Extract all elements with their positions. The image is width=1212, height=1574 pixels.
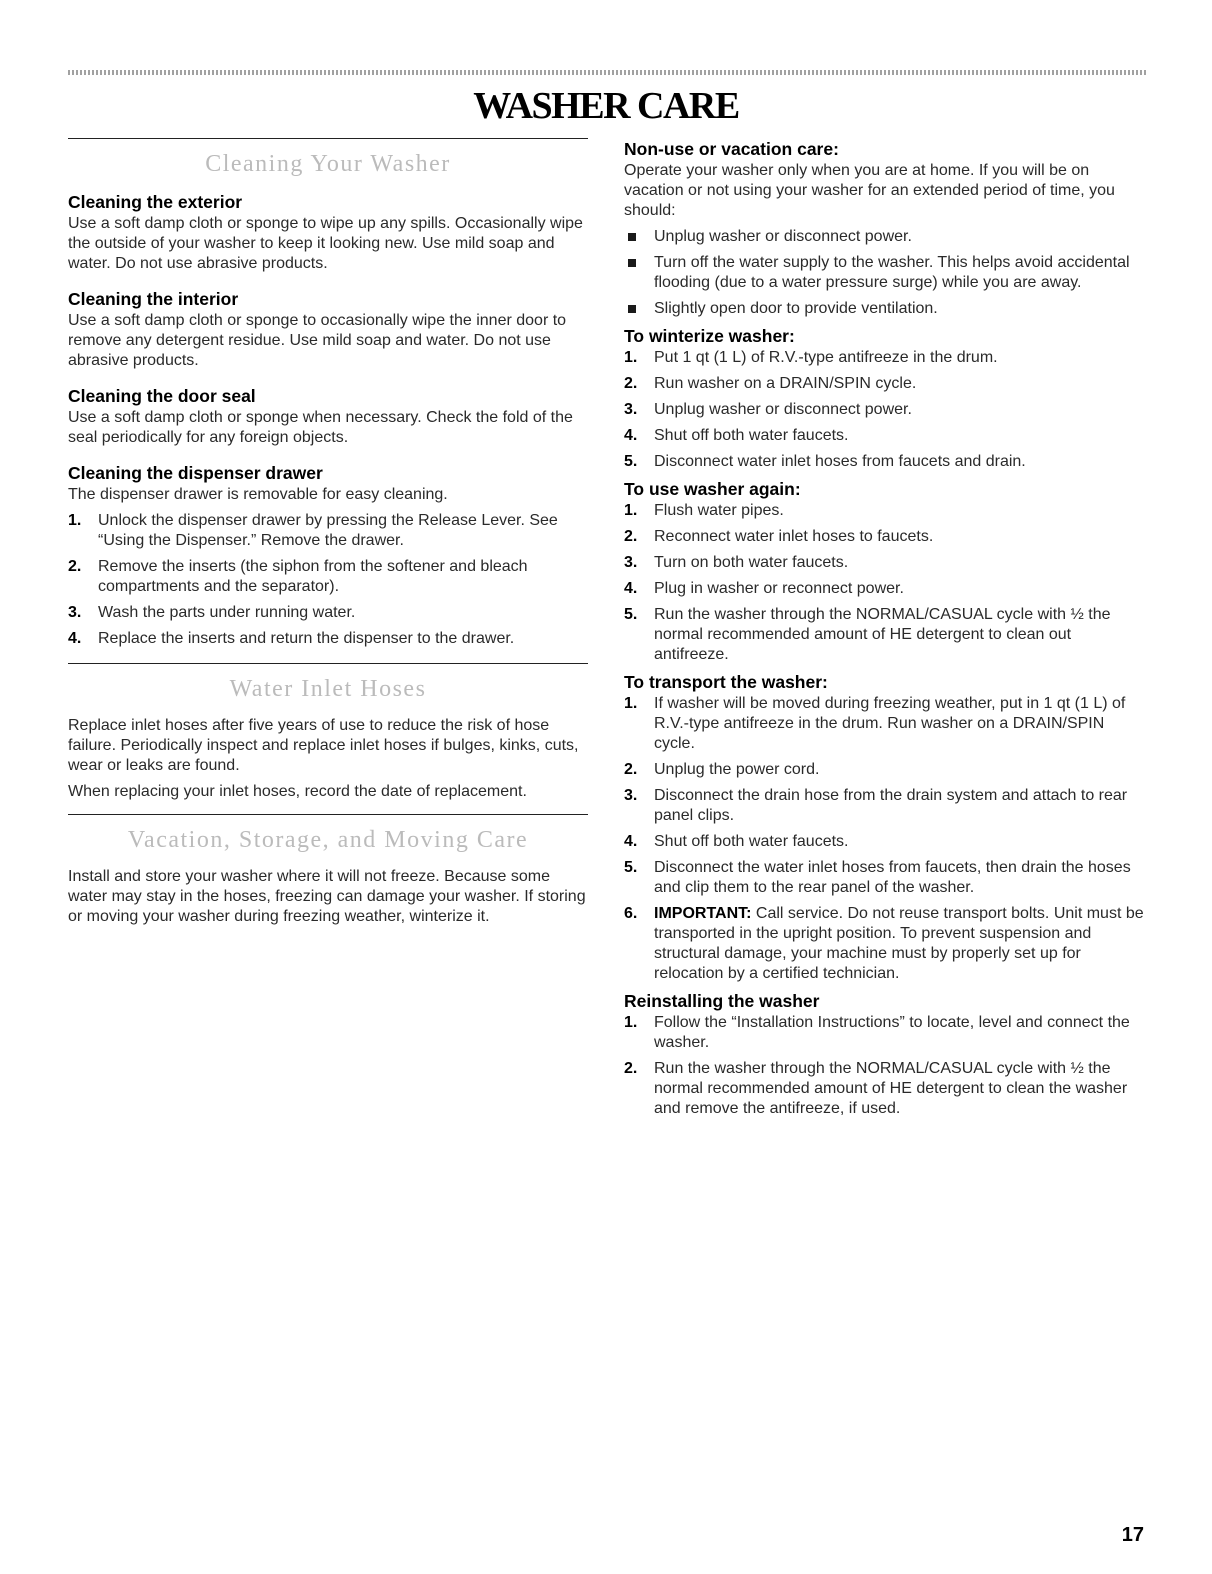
section-divider (68, 138, 588, 139)
winterize-steps (624, 348, 1144, 472)
list-item: 3. Unplug washer or disconnect power. (624, 401, 912, 418)
paragraph-interior: Use a soft damp cloth or sponge to occasionally wipe the inner door to remove any detergent residue. Use mild soap and water. Do not use abrasive products. (68, 312, 567, 369)
paragraph-vacation: Install and store your washer where it will not freeze. Because some water may stay in the hoses, freezing can damage your washer. If storing or moving your washer during freezing weather, winterize it. (68, 868, 586, 925)
list-item: Slightly open door to provide ventilation. (624, 299, 1144, 319)
page-number: 17 (1121, 1524, 1144, 1546)
section-heading-vacation: Vacation, Storage, and Moving Care (127, 827, 529, 853)
paragraph-dispenser: The dispenser drawer is removable for easy cleaning. (68, 486, 448, 503)
page-title: WASHER CARE (473, 85, 739, 127)
subheading-reinstall: Reinstalling the washer (624, 991, 820, 1011)
reinstall-steps (624, 1013, 1144, 1119)
subheading-interior: Cleaning the interior (68, 289, 239, 309)
subheading-nonuse: Non-use or vacation care: (624, 139, 839, 159)
important-label: IMPORTANT: (654, 905, 752, 922)
list-item: 4. Replace the inserts and return the dispenser to the drawer. (68, 630, 515, 647)
list-item: 2. Unplug the power cord. (624, 761, 820, 778)
list-item: 2. Reconnect water inlet hoses to faucets. (624, 528, 934, 545)
paragraph-nonuse: Operate your washer only when you are at home. If you will be on vacation or not using your washer for an extended period of time, you should: (624, 162, 1115, 219)
right-column (624, 138, 1144, 1125)
list-item: 2. Remove the inserts (the siphon from the softener and bleach compartments and the separator). (68, 558, 528, 595)
bullet-square-icon (628, 259, 636, 267)
subheading-dispenser: Cleaning the dispenser drawer (68, 463, 323, 483)
section-divider (68, 814, 588, 815)
left-column (68, 138, 588, 937)
list-item: Turn off the water supply to the washer. This helps avoid accidental flooding (due to a water pressure surge) while you are away. (624, 253, 1144, 293)
subheading-winterize: To winterize washer: (624, 326, 795, 346)
list-item: 2. Run the washer through the NORMAL/CASUAL cycle with ½ the normal recommended amount of HE detergent to clean the washer and remove the antifreeze, if used. (624, 1060, 1128, 1117)
list-item: 3. Turn on both water faucets. (624, 554, 849, 571)
list-item: 4. Shut off both water faucets. (624, 833, 849, 850)
subheading-exterior: Cleaning the exterior (68, 192, 243, 212)
list-item: 1. Put 1 qt (1 L) of R.V.-type antifreeze in the drum. (624, 349, 998, 366)
list-item: 1. Flush water pipes. (624, 502, 784, 519)
bullet-square-icon (628, 305, 636, 313)
list-item: 1. Unlock the dispenser drawer by pressing the Release Lever. See “Using the Dispenser.” Remove the drawer. (68, 512, 558, 549)
nonuse-bullets (624, 227, 1144, 319)
list-item: 6. IMPORTANT: Call service. Do not reuse transport bolts. Unit must be transported in the upright position. To prevent suspension and structural damage, your machine must by properly set up for relocation by a certified technician. (624, 905, 1144, 982)
list-item: 1. Follow the “Installation Instructions” to locate, level and connect the washer. (624, 1014, 1130, 1051)
list-item: 5. Run the washer through the NORMAL/CASUAL cycle with ½ the normal recommended amount of HE detergent to clean out antifreeze. (624, 606, 1111, 663)
transport-steps (624, 694, 1144, 984)
list-item: 5. Disconnect water inlet hoses from faucets and drain. (624, 453, 1026, 470)
subheading-door-seal: Cleaning the door seal (68, 386, 256, 406)
section-heading-hoses: Water Inlet Hoses (229, 676, 427, 702)
section-heading-cleaning: Cleaning Your Washer (205, 151, 451, 177)
dispenser-steps (68, 511, 588, 649)
section-divider (68, 663, 588, 664)
list-item: 3. Wash the parts under running water. (68, 604, 356, 621)
list-item: 2. Run washer on a DRAIN/SPIN cycle. (624, 375, 917, 392)
list-item: 3. Disconnect the drain hose from the drain system and attach to rear panel clips. (624, 787, 1128, 824)
list-item: Unplug washer or disconnect power. (624, 227, 1144, 247)
list-item: 4. Shut off both water faucets. (624, 427, 849, 444)
subheading-transport: To transport the washer: (624, 672, 828, 692)
paragraph-door-seal: Use a soft damp cloth or sponge when necessary. Check the fold of the seal periodically for any foreign objects. (68, 409, 573, 446)
paragraph-hoses-1: Replace inlet hoses after five years of use to reduce the risk of hose failure. Periodically inspect and replace inlet hoses if bulges, kinks, cuts, wear or leaks are found. (68, 717, 579, 774)
subheading-use-again: To use washer again: (624, 479, 801, 499)
use-again-steps (624, 501, 1144, 665)
paragraph-exterior: Use a soft damp cloth or sponge to wipe up any spills. Occasionally wipe the outside of your washer to keep it looking new. Use mild soap and water. Do not use abrasive products. (68, 215, 583, 272)
top-dotted-rule (68, 70, 1148, 75)
list-item: 4. Plug in washer or reconnect power. (624, 580, 904, 597)
list-item: 1. If washer will be moved during freezing weather, put in 1 qt (1 L) of R.V.-type antifreeze in the drum. Run washer on a DRAIN/SPIN cycle. (624, 695, 1126, 752)
list-item: 5. Disconnect the water inlet hoses from faucets, then drain the hoses and clip them to the rear panel of the washer. (624, 859, 1131, 896)
bullet-square-icon (628, 233, 636, 241)
paragraph-hoses-2: When replacing your inlet hoses, record the date of replacement. (68, 783, 527, 800)
